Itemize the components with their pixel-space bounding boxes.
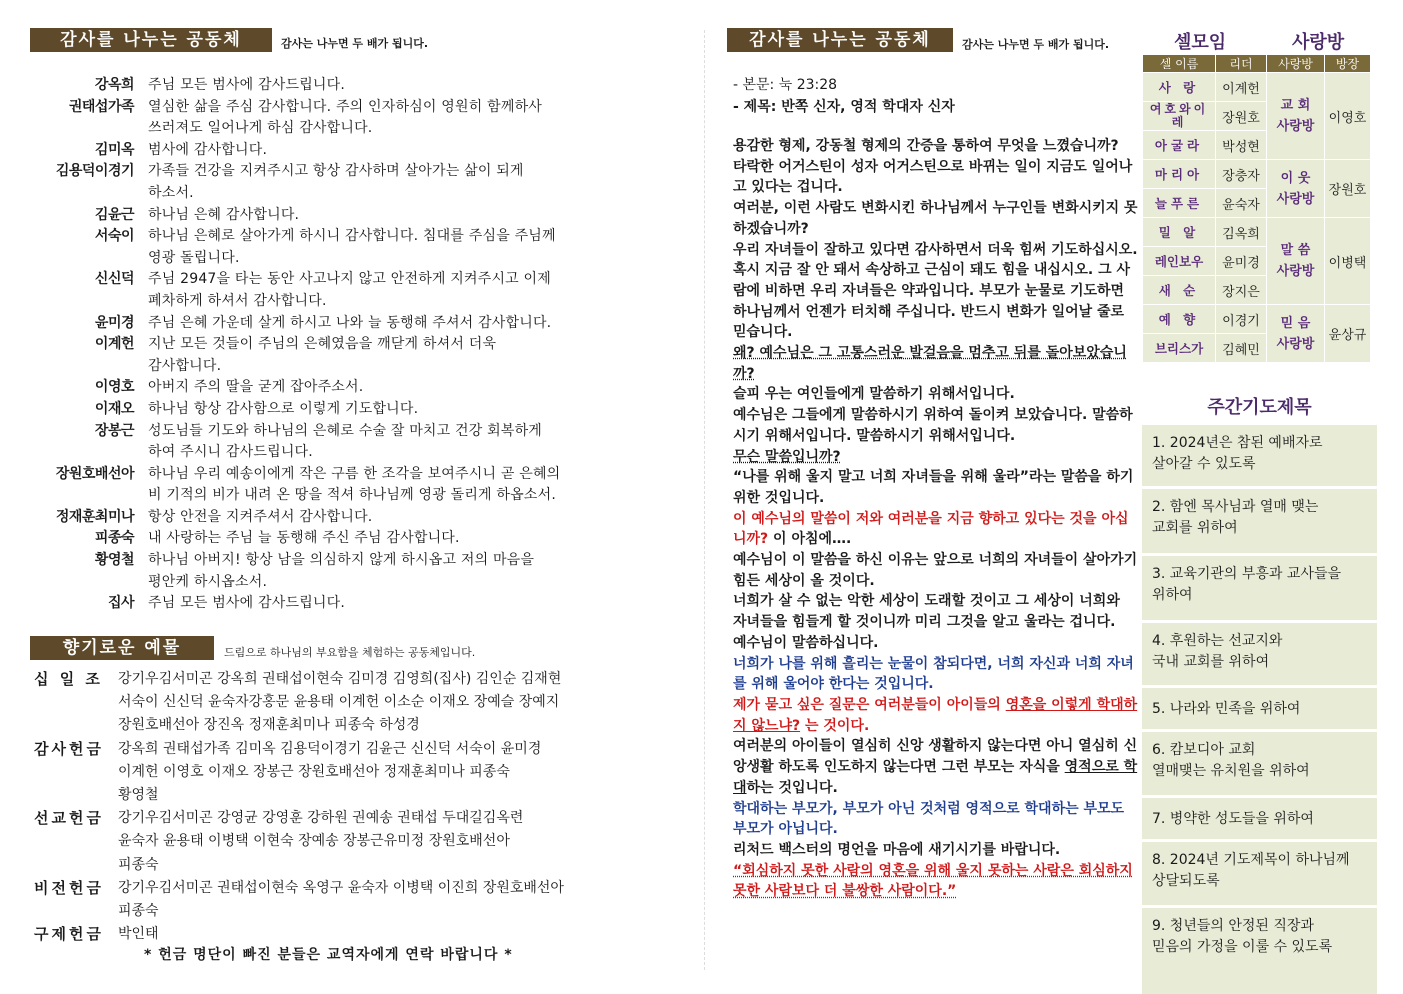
- thanks-name: 서숙이: [94, 228, 134, 245]
- cell-name: 레인보우: [1143, 247, 1216, 276]
- cell-name: 예 향: [1143, 305, 1216, 334]
- cell-leader: 장충자: [1216, 160, 1267, 189]
- list-item: [30, 421, 690, 464]
- thanks-name: 김용덕이경기: [55, 163, 134, 180]
- sermon-header: 감사를 나누는 공동체: [727, 28, 953, 52]
- list-item: [30, 226, 690, 269]
- room-head: 이영호: [1325, 73, 1371, 160]
- thanks-text: 성도님들 기도와 하나님의 은혜로 수술 잘 마치고 건강 회복하게 하여 주시니 감사드립니다.: [148, 422, 543, 461]
- thanks-name: 김윤근: [94, 206, 134, 223]
- list-item: [34, 668, 694, 738]
- paragraph: 용감한 형제, 강동철 형제의 간증을 통하여 무엇을 느꼈습니까?: [733, 138, 1119, 154]
- room-name: 말 씀 사랑방: [1267, 218, 1325, 305]
- cell-leader: 이경기: [1216, 305, 1267, 334]
- thanks-text: 열심한 삶을 주심 감사합니다. 주의 인자하심이 영원히 함께하사 쓰러져도 일어나게 하심 감사합니다.: [148, 98, 543, 137]
- thanks-name: 윤미경: [94, 314, 134, 331]
- cell-leader: 박성현: [1216, 131, 1267, 160]
- offering-type: 비전헌금: [34, 878, 104, 897]
- table-row: [1143, 305, 1371, 334]
- text: 여러분의 아이들이 열심히 신앙 생활하지 않는다면 아니 열심히 신앙생활 하도록 인도하지 않는다면 그런 부모는 자식을: [733, 738, 1138, 776]
- list-item: [30, 334, 690, 377]
- room-head: 장원호: [1325, 160, 1371, 218]
- sermon-body: [733, 136, 1138, 902]
- paragraph: 우리 자녀들이 잘하고 있다면 감사하면서 더욱 힘써 기도하십시오.: [733, 241, 1138, 258]
- room-head: 이병택: [1325, 218, 1371, 305]
- offering-list: [34, 668, 694, 946]
- offering-names: 강기우김서미곤 권태섭이현숙 옥영구 윤숙자 이병택 이진희 장원호배선아 피종숙: [118, 879, 564, 920]
- table-header-row: [1143, 55, 1371, 73]
- thanks-text: 주님 은혜 가운데 살게 하시고 나와 늘 동행해 주셔서 감사합니다.: [148, 314, 552, 331]
- offering-note: * 헌금 명단이 빠진 분들은 교역자에게 연락 바랍니다 *: [144, 947, 513, 963]
- sermon-meta: [733, 74, 955, 118]
- table-row: [1143, 73, 1371, 102]
- prayer-item: 7. 병약한 성도들을 위하여: [1142, 798, 1377, 842]
- thanks-text: 하나님 은혜로 살아가게 하시니 감사합니다. 침대를 주심을 주님께 영광 돌립니다.: [148, 228, 556, 266]
- cell-leader: 윤숙자: [1216, 189, 1267, 218]
- thanks-name: 이영호: [94, 379, 134, 396]
- list-item: [30, 205, 690, 227]
- paragraph: “회심하지 못한 사람의 영혼을 위해 울지 못하는 사람은 회심하지 못한 사람보다 더 불쌍한 사람이다.”: [733, 862, 1133, 900]
- list-item: [30, 593, 690, 615]
- table-row: [1143, 160, 1371, 189]
- cell-leader: 장지은: [1216, 276, 1267, 305]
- list-item: [30, 140, 690, 162]
- list-item: [30, 269, 690, 312]
- cell-name: 늘푸른: [1143, 189, 1216, 218]
- cell-name: 새 순: [1143, 276, 1216, 305]
- thanks-text: 하나님 항상 감사함으로 이렇게 기도합니다.: [148, 400, 419, 417]
- thanks-name: 강옥희: [94, 77, 134, 93]
- list-item: [34, 807, 694, 877]
- paragraph: 여러분, 이런 사람도 변화시킨 하나님께서 누구인들 변화시키지 못하겠습니까?: [733, 200, 1138, 237]
- cell-leader: 김혜민: [1216, 334, 1267, 363]
- text: 제가 묻고 싶은 질문은 여러분들이 아이들의: [733, 696, 1006, 713]
- prayer-list: [1142, 425, 1377, 994]
- offering-type: 십 일 조: [34, 670, 103, 688]
- text: 는 것이다.: [800, 717, 870, 734]
- thanks-list: [30, 75, 690, 615]
- offering-header: 향기로운 예물: [30, 636, 214, 660]
- thanks-text: 내 사랑하는 주님 늘 동행해 주신 주님 감사합니다.: [148, 530, 460, 547]
- cell-leader: 장원호: [1216, 102, 1267, 131]
- cell-leader: 윤미경: [1216, 247, 1267, 276]
- thanks-name: 황영철: [94, 552, 134, 569]
- prayer-item: 4. 후원하는 선교지와 국내 교회를 위하여: [1142, 623, 1377, 688]
- prayer-title: 주간기도제목: [1207, 397, 1312, 418]
- offering-names: 강옥희 권태섭가족 김미옥 김용덕이경기 김윤근 신신덕 서숙이 윤미경 이계헌 이영호 이재오 장봉근 장원호배선아 정재훈최미나 피종숙 황영철: [118, 740, 542, 804]
- paragraph: 무슨 말씀입니까?: [733, 448, 841, 465]
- paragraph: 리처드 백스터의 명언을 마음에 새기시기를 바랍니다.: [733, 841, 1061, 858]
- text: 하는 것입니다.: [746, 779, 838, 796]
- paragraph: 너희가 나를 위해 흘리는 눈물이 참되다면, 너희 자신과 너희 자녀를 위해 울어야 한다는 것입니다.: [733, 655, 1134, 693]
- thanks-header: 감사를 나누는 공동체: [30, 28, 272, 52]
- list-item: [30, 313, 690, 335]
- prayer-item: 6. 캄보디아 교회 열매맺는 유치원을 위하여: [1142, 732, 1377, 798]
- page-fold-divider: [704, 30, 705, 970]
- paragraph: 학대하는 부모가, 부모가 아닌 것처럼 영적으로 학대하는 부모도 부모가 아닙니다.: [733, 800, 1125, 838]
- paragraph: 혹시 지금 잘 안 돼서 속상하고 근심이 돼도 힘을 내십시오. 그 사람에 비하면 우리 자녀들은 약과입니다. 부모가 눈물로 기도하면 하나님께서 언젠가 터치해 주십니다. 반드시 변화가 일어날 줄로 믿습니다.: [733, 262, 1131, 341]
- prayer-item: 5. 나라와 민족을 위하여: [1142, 688, 1377, 732]
- room-name: 교 회 사랑방: [1267, 73, 1325, 160]
- paragraph: 슬피 우는 여인들에게 말씀하기 위해서입니다.: [733, 386, 1015, 403]
- paragraph: 너희가 살 수 없는 악한 세상이 도래할 것이고 그 세상이 너희와 자녀들을 힘들게 할 것이니까 미리 그것을 알고 울라는 겁니다.: [733, 593, 1120, 631]
- offering-names: 강기우김서미곤 강영균 강영훈 강하원 권예송 권태섭 두대길김옥련 윤숙자 윤용태 이병택 이현숙 장예송 장봉근유미정 장원호배선아 피종숙: [118, 810, 524, 873]
- highlight-red: 이 예수님의 말씀이 저와 여러분을 지금 향하고 있다는 것을 아십니까?: [733, 510, 1129, 548]
- list-item: [30, 97, 690, 140]
- offering-names: 강기우김서미곤 강옥희 권태섭이현숙 김미경 김영희(집사) 김인순 김재현 서숙이 신신덕 윤숙자강홍문 윤용태 이계헌 이소순 이재오 장예슬 장예지 장원호배선아 장진옥 정재훈최미나 피종숙 하성경: [118, 671, 562, 734]
- prayer-item: 1. 2024년은 참된 예배자로 살아갈 수 있도록: [1142, 425, 1377, 489]
- list-item: [34, 738, 694, 808]
- thanks-name: 이재오: [94, 400, 134, 417]
- thanks-name: 권태섭가족: [68, 98, 134, 115]
- cell-name: 브리스가: [1143, 334, 1216, 363]
- offering-type: 구제헌금: [34, 925, 104, 944]
- list-item: [30, 161, 690, 204]
- list-item: [30, 75, 690, 97]
- offering-type: 선교헌금: [34, 809, 104, 828]
- list-item: [30, 550, 690, 593]
- cell-name: 아굴라: [1143, 131, 1216, 160]
- thanks-name: 장원호배선아: [55, 465, 134, 482]
- thanks-text: 하나님 우리 예송이에게 작은 구름 한 조각을 보여주시니 곧 은혜의 비 기적의 비가 내려 온 땅을 적셔 하나님께 영광 돌리게 하옵소서.: [148, 465, 561, 504]
- cell-group-table: [1142, 54, 1371, 363]
- paragraph: [733, 695, 1138, 736]
- cell-name: 사 랑: [1143, 73, 1216, 102]
- offering-names: 박인태: [118, 926, 159, 943]
- prayer-item: 9. 청년들의 안정된 직장과 믿음의 가정을 이룰 수 있도록: [1142, 908, 1377, 994]
- thanks-name: 장봉근: [94, 422, 134, 439]
- cell-name: 밀 알: [1143, 218, 1216, 247]
- thanks-text: 아버지 주의 딸을 굳게 잡아주소서.: [148, 379, 364, 396]
- thanks-name: 김미옥: [94, 141, 134, 158]
- thanks-text: 하나님 아버지! 항상 남을 의심하지 않게 하시옵고 저의 마음을 평안케 하시옵소서.: [148, 552, 535, 590]
- paragraph: 예수님이 말씀하십니다.: [733, 634, 879, 651]
- underlined-text: 영적으로 학대: [733, 759, 1138, 796]
- list-item: [30, 507, 690, 529]
- room-name: 믿 음 사랑방: [1267, 305, 1325, 363]
- thanks-text: 지난 모든 것들이 주님의 은혜였음을 깨닫게 하셔서 더욱 감사합니다.: [148, 336, 497, 374]
- thanks-text: 주님 모든 범사에 감사드립니다.: [148, 77, 346, 93]
- cells-title: 셀모임: [1174, 32, 1227, 53]
- paragraph: 예수님이 이 말씀을 하신 이유는 앞으로 너희의 자녀들이 살아가기 힘든 세상이 올 것이다.: [733, 552, 1138, 589]
- header-room: 사랑방: [1267, 55, 1325, 73]
- room-name: 이 웃 사랑방: [1267, 160, 1325, 218]
- thanks-name: 신신덕: [94, 271, 134, 288]
- paragraph: 예수님은 그들에게 말씀하시기 위하여 돌이켜 보았습니다. 말씀하시기 위해서입니다. 말씀하시기 위해서입니다.: [733, 407, 1133, 444]
- paragraph: 타락한 어거스틴이 성자 어거스틴으로 바뀌는 일이 지금도 일어나고 있다는 겁니다.: [733, 158, 1133, 196]
- prayer-item: 2. 함엔 목사님과 열매 맺는 교회를 위하여: [1142, 489, 1377, 556]
- list-item: [30, 464, 690, 507]
- paragraph: [733, 509, 1138, 550]
- table-row: [1143, 218, 1371, 247]
- header-cell-name: 셀 이름: [1143, 55, 1216, 73]
- sermon-subtitle: 감사는 나누면 두 배가 됩니다.: [962, 38, 1110, 51]
- room-head: 윤상규: [1325, 305, 1371, 363]
- thanks-text: 가족들 건강을 지켜주시고 항상 감사하며 살아가는 삶이 되게 하소서.: [148, 163, 524, 201]
- paragraph: [733, 736, 1138, 798]
- paragraph: 왜? 예수님은 그 고통스러운 발걸음을 멈추고 뒤를 돌아보았습니까?: [733, 345, 1127, 382]
- thanks-text: 항상 안전을 지켜주셔서 감사합니다.: [148, 508, 373, 525]
- thanks-name: 피종숙: [94, 530, 134, 547]
- thanks-name: 이계헌: [94, 336, 134, 353]
- text: 이 아침에….: [768, 531, 852, 548]
- rooms-title: 사랑방: [1292, 32, 1345, 53]
- list-item: [30, 528, 690, 550]
- prayer-item: 3. 교육기관의 부흥과 교사들을 위하여: [1142, 556, 1377, 623]
- thanks-text: 주님 모든 범사에 감사드립니다.: [148, 595, 346, 612]
- thanks-text: 하나님 은혜 감사합니다.: [148, 206, 300, 223]
- underlined-text: 영혼을 이렇게 학대하지 않느냐?: [733, 696, 1138, 734]
- cell-leader: 이계헌: [1216, 73, 1267, 102]
- sermon-title: - 제목: 반쪽 신자, 영적 학대자 신자: [733, 99, 955, 115]
- offering-subtitle: 드림으로 하나님의 부요함을 체험하는 공동체입니다.: [224, 646, 476, 659]
- cell-leader: 김옥희: [1216, 218, 1267, 247]
- header-leader: 리더: [1216, 55, 1267, 73]
- offering-type: 감사헌금: [34, 739, 104, 758]
- paragraph: “나를 위해 울지 말고 너희 자녀들을 위해 울라”라는 말씀을 하기 위한 것입니다.: [733, 469, 1134, 506]
- list-item: [30, 399, 690, 421]
- thanks-name: 정재훈최미나: [55, 508, 134, 525]
- list-item: [34, 923, 694, 946]
- thanks-subtitle: 감사는 나누면 두 배가 됩니다.: [281, 37, 429, 50]
- thanks-name: 집사: [107, 595, 134, 612]
- cell-name: 여호와이레: [1143, 102, 1216, 131]
- thanks-text: 범사에 감사합니다.: [148, 141, 268, 158]
- header-head: 방장: [1325, 55, 1371, 73]
- thanks-text: 주님 2947을 타는 동안 사고나지 않고 안전하게 지켜주시고 이제 폐차하게 하셔서 감사합니다.: [148, 271, 552, 309]
- cell-name: 마리아: [1143, 160, 1216, 189]
- list-item: [30, 377, 690, 399]
- scripture: - 본문: 눅 23:28: [733, 77, 838, 93]
- list-item: [34, 877, 694, 923]
- prayer-item: 8. 2024년 기도제목이 하나님께 상달되도록: [1142, 842, 1377, 908]
